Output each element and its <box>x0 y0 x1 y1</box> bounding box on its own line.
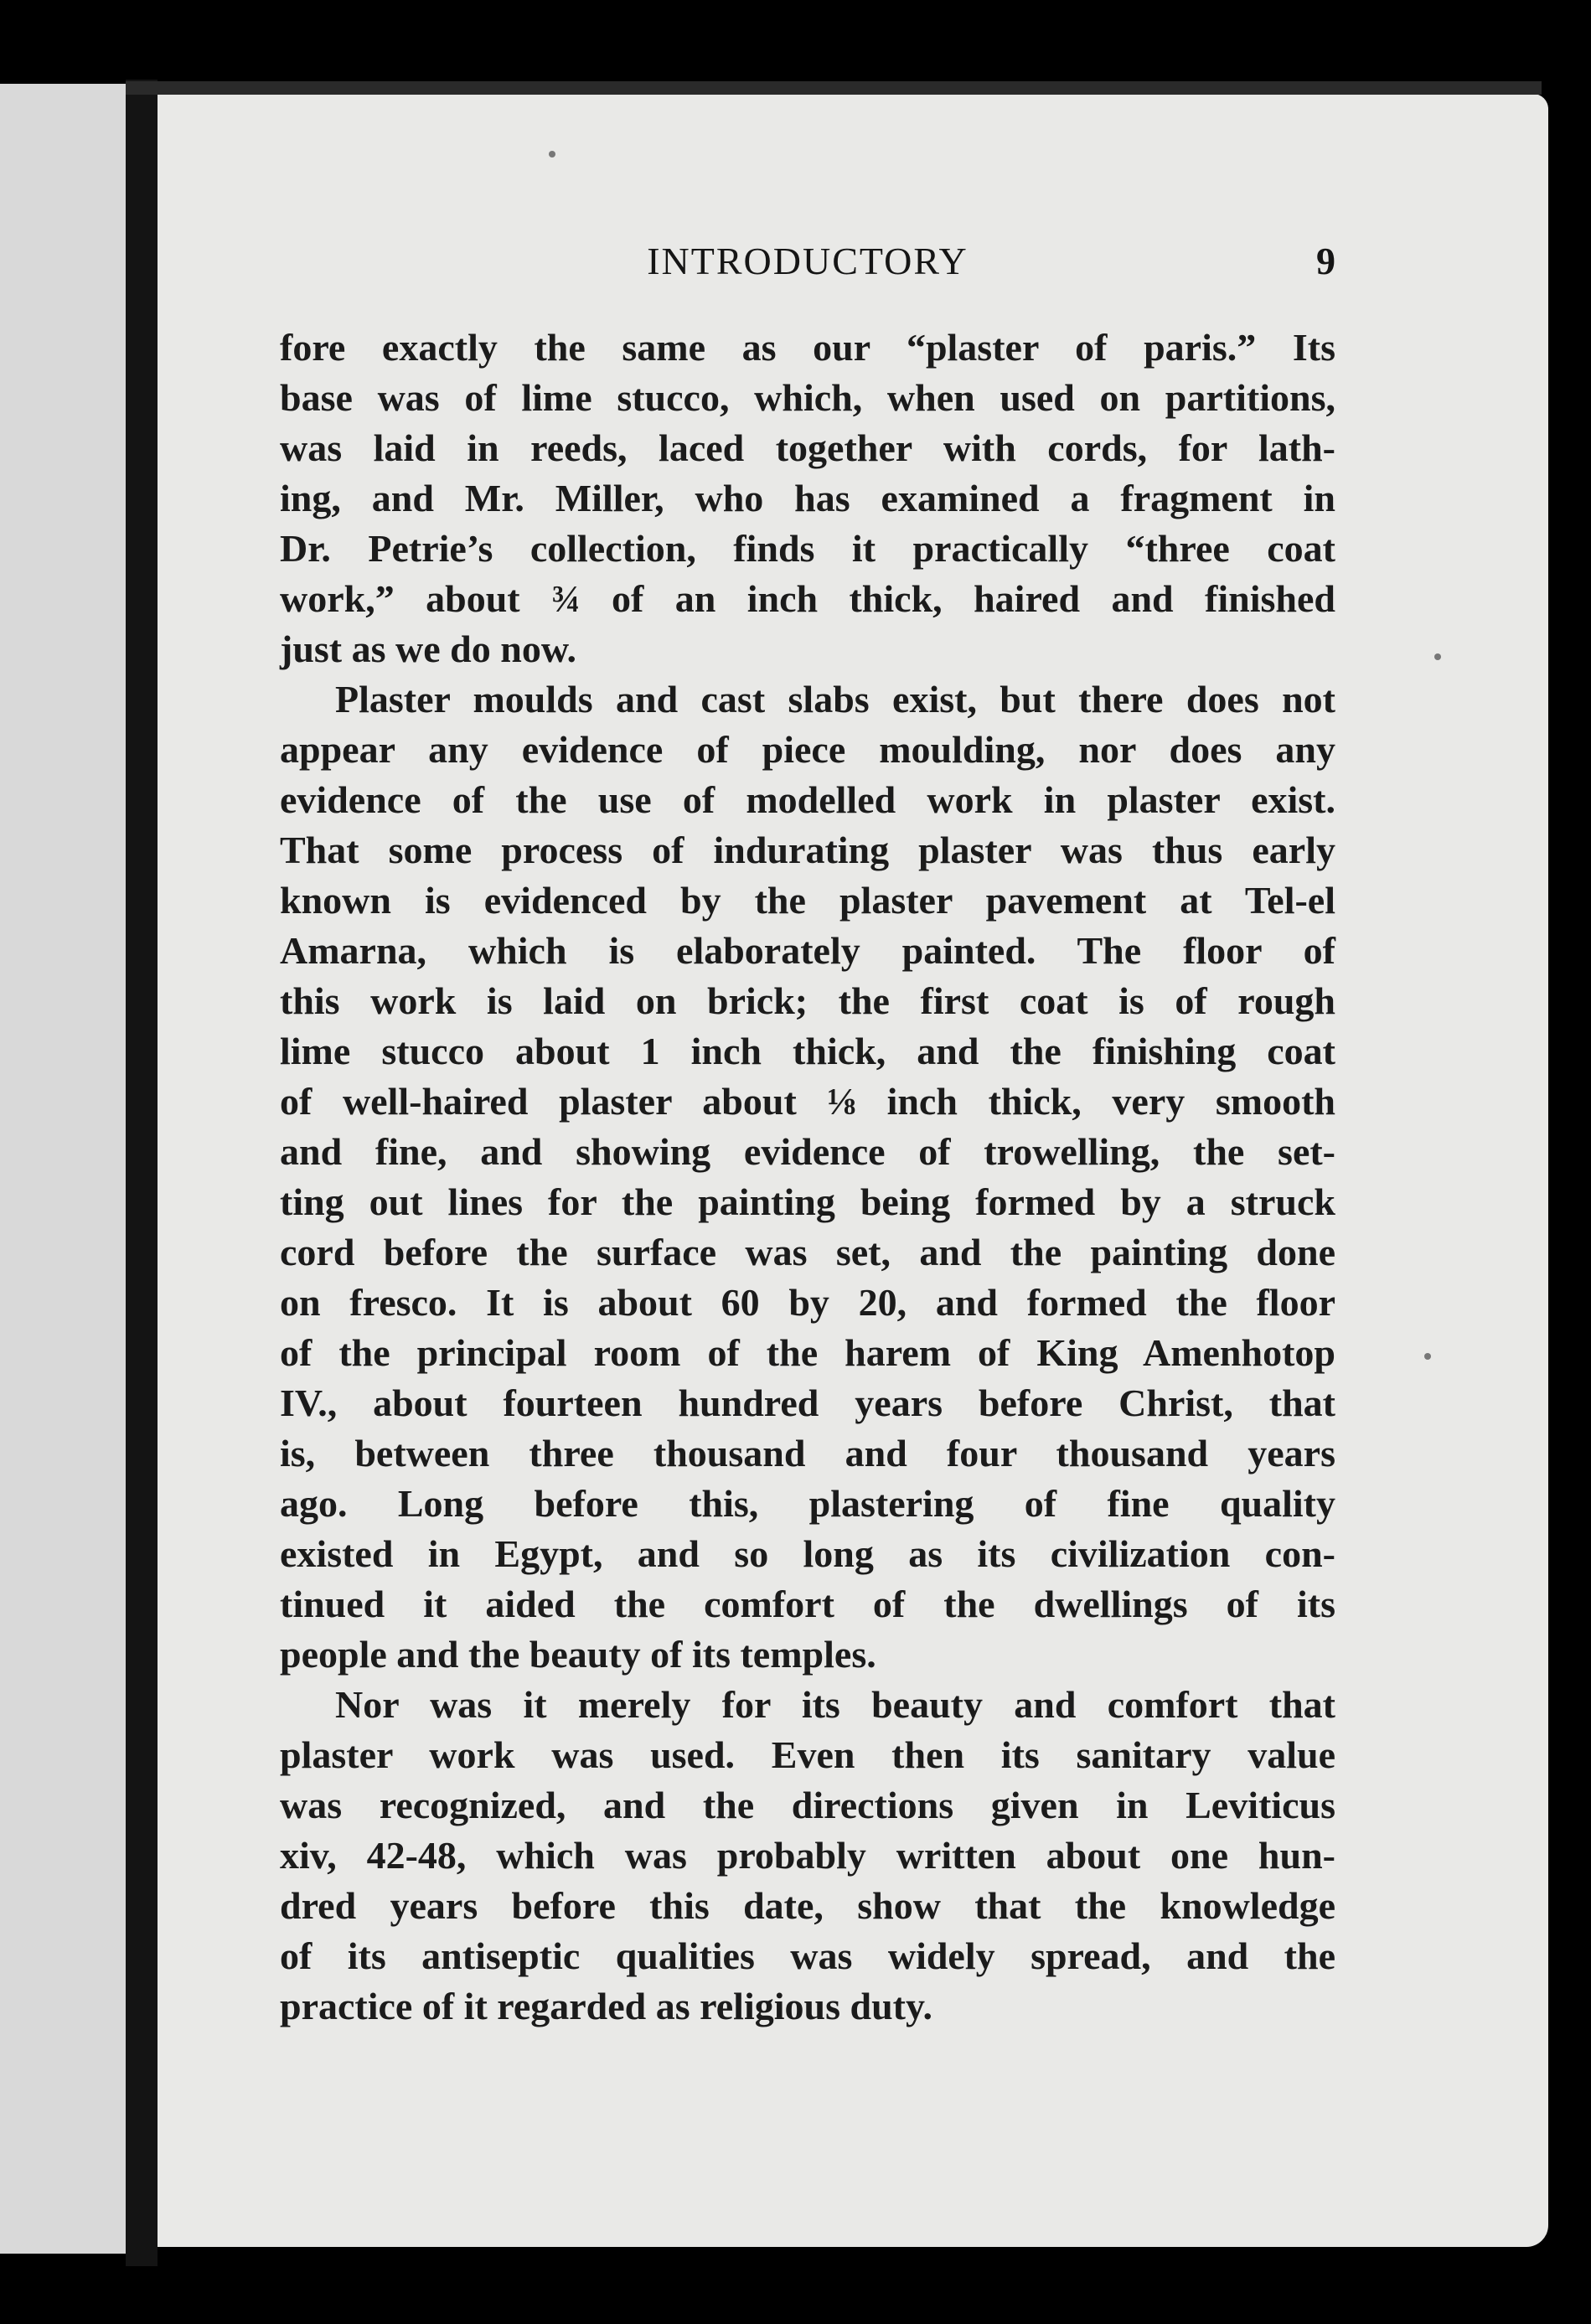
text-line: cord before the surface was set, and the painting done <box>280 1231 1335 1273</box>
text-line: practice of it regarded as religious duty. <box>280 1985 932 2027</box>
text-line: That some process of indurating plaster was thus early <box>280 829 1335 871</box>
text-line: plaster work was used. Even then its sanitary value <box>280 1733 1335 1776</box>
paragraph-3 <box>280 1680 1335 2032</box>
text-line: dred years before this date, show that the knowledge <box>280 1884 1335 1927</box>
text-line: Dr. Petrie’s collection, finds it practically “three coat <box>280 527 1335 570</box>
text-line: of well-haired plaster about ⅛ inch thick, very smooth <box>280 1080 1335 1123</box>
scan-speck <box>549 151 555 158</box>
text-line: just as we do now. <box>280 627 577 670</box>
page-top-edge <box>126 81 1542 95</box>
text-line: work,” about ¾ of an inch thick, haired and finished <box>280 577 1335 620</box>
text-line: lime stucco about 1 inch thick, and the finishing coat <box>280 1030 1335 1072</box>
text-line: people and the beauty of its temples. <box>280 1633 876 1676</box>
text-line: this work is laid on brick; the first coat is of rough <box>280 979 1335 1022</box>
text-line: ago. Long before this, plastering of fine quality <box>280 1482 1335 1525</box>
text-line: Plaster moulds and cast slabs exist, but there does not <box>335 678 1335 720</box>
text-line: existed in Egypt, and so long as its civilization con- <box>280 1532 1335 1575</box>
text-line: on fresco. It is about 60 by 20, and formed the floor <box>280 1281 1335 1324</box>
text-line: IV., about fourteen hundred years before Christ, that <box>280 1381 1335 1424</box>
paragraph-1 <box>280 323 1335 674</box>
text-line: of its antiseptic qualities was widely spread, and the <box>280 1934 1335 1977</box>
text-line: base was of lime stucco, which, when used on partitions, <box>280 376 1335 419</box>
scan-speck <box>1434 653 1441 660</box>
facing-page-edge <box>0 84 126 2254</box>
text-line: is, between three thousand and four thousand years <box>280 1432 1335 1474</box>
text-line: and fine, and showing evidence of trowelling, the set- <box>280 1130 1335 1173</box>
page-number: 9 <box>1316 240 1335 282</box>
text-line: xiv, 42-48, which was probably written about one hun- <box>280 1834 1335 1877</box>
text-line: evidence of the use of modelled work in plaster exist. <box>280 778 1335 821</box>
text-line: Amarna, which is elaborately painted. The floor of <box>280 929 1335 972</box>
book-gutter <box>126 80 158 2266</box>
text-line: was laid in reeds, laced together with cords, for lath- <box>280 426 1335 469</box>
text-line: of the principal room of the harem of King Amenhotop <box>280 1331 1335 1374</box>
running-head: INTRODUCTORY <box>647 240 969 282</box>
text-line: appear any evidence of piece moulding, nor does any <box>280 728 1335 771</box>
paragraph-2 <box>280 674 1335 1680</box>
page-header <box>280 239 1335 289</box>
text-line: was recognized, and the directions given in Leviticus <box>280 1784 1335 1826</box>
text-line: tinued it aided the comfort of the dwellings of its <box>280 1583 1335 1625</box>
text-line: Nor was it merely for its beauty and comfort that <box>335 1683 1335 1726</box>
text-line: fore exactly the same as our “plaster of paris.” Its <box>280 326 1335 369</box>
text-line: ing, and Mr. Miller, who has examined a fragment in <box>280 477 1335 519</box>
scan-speck <box>1424 1353 1431 1360</box>
text-line: ting out lines for the painting being formed by a struck <box>280 1180 1335 1223</box>
body-text <box>280 323 1335 2032</box>
text-line: known is evidenced by the plaster pavement at Tel-el <box>280 879 1335 922</box>
